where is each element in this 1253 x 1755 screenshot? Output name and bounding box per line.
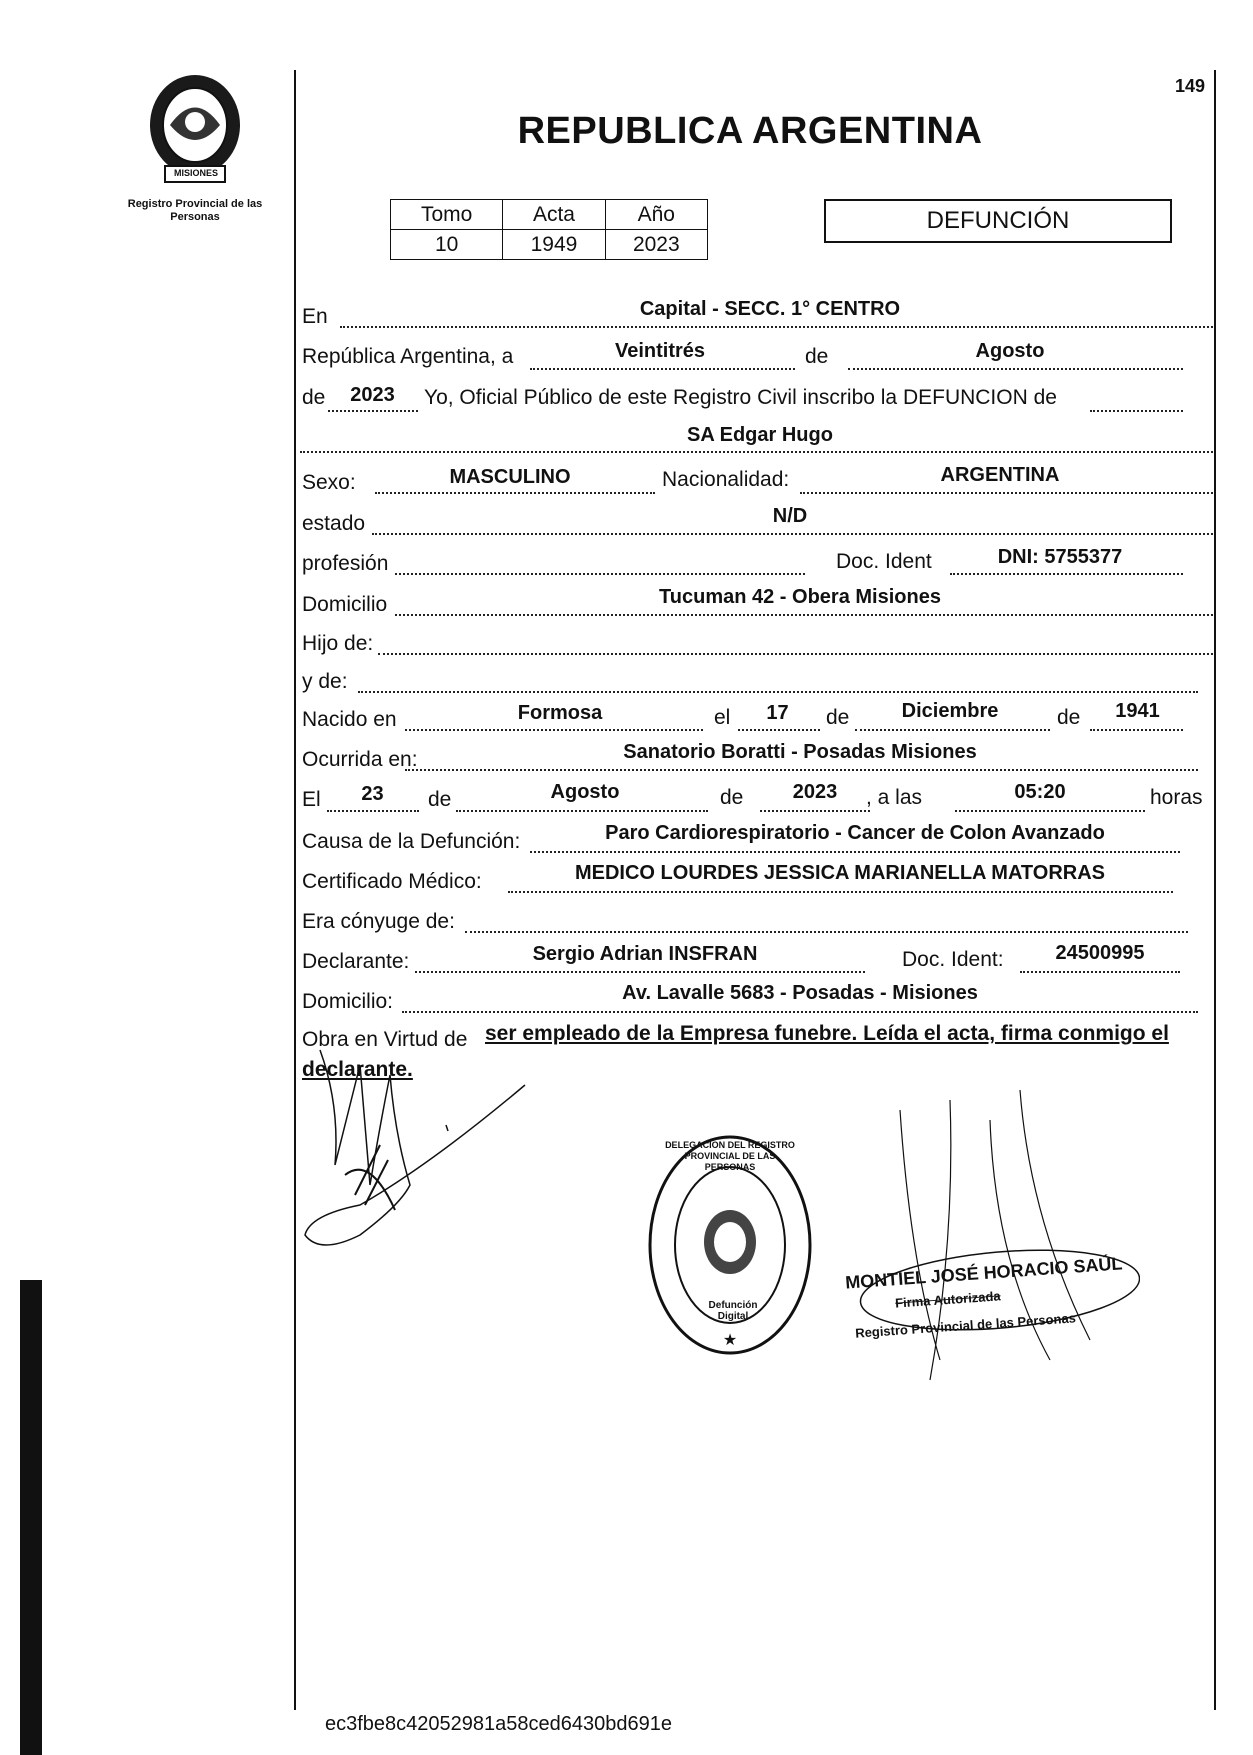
decl-dom-line xyxy=(402,1011,1198,1013)
cert-label: Certificado Médico: xyxy=(302,870,482,893)
year-line xyxy=(328,410,418,412)
yde-line xyxy=(358,691,1198,693)
death-year: 2023 xyxy=(792,781,838,803)
birth-day-line xyxy=(738,729,820,731)
page-number: 149 xyxy=(1175,76,1206,96)
stamp-ring-text: DELEGACION DEL REGISTRO PROVINCIAL DE LAS PERSONAS xyxy=(665,1140,795,1172)
causa-line xyxy=(530,851,1180,853)
hijo-line xyxy=(378,653,1213,655)
estado-label: estado xyxy=(302,512,366,535)
table-cell: 2023 xyxy=(605,230,707,260)
month-value: Agosto xyxy=(975,340,1045,362)
declarante-value: Sergio Adrian INSFRAN xyxy=(532,943,758,965)
birth-day: 17 xyxy=(766,702,789,724)
document-hash: ec3fbe8c42052981a58ced6430bd691e xyxy=(325,1713,673,1735)
officer-line xyxy=(1090,410,1183,412)
yde-label: y de: xyxy=(302,670,348,693)
seal-ribbon-text: MISIONES xyxy=(173,168,218,178)
en-line xyxy=(340,326,1213,328)
decl-dom-value: Av. Lavalle 5683 - Posadas - Misiones xyxy=(622,982,978,1004)
stamp-inner-text: Defunción Digital xyxy=(708,1300,758,1322)
conyuge-label: Era cónyuge de: xyxy=(302,910,455,933)
birth-de1: de xyxy=(826,706,850,729)
nacido-line xyxy=(405,729,703,731)
table-header: Tomo xyxy=(391,200,503,230)
death-day: 23 xyxy=(361,783,384,805)
profesion-label: profesión xyxy=(302,552,389,575)
death-el-label: El xyxy=(302,788,321,811)
decl-dom-label: Domicilio: xyxy=(302,990,394,1013)
death-time-line xyxy=(955,810,1145,812)
cert-line xyxy=(508,891,1173,893)
record-type-box: DEFUNCIÓN xyxy=(824,199,1172,243)
right-margin-rule xyxy=(1214,70,1216,1710)
en-label: En xyxy=(302,305,328,328)
table-header: Año xyxy=(605,200,707,230)
declarante-line xyxy=(415,971,865,973)
obra-value-1: ser empleado de la Empresa funebre. Leída el acta, firma conmigo el xyxy=(485,1022,1169,1045)
declarante-label: Declarante: xyxy=(302,950,410,973)
rep-label: República Argentina, a xyxy=(302,345,514,368)
domicilio-label: Domicilio xyxy=(302,593,388,616)
day-line xyxy=(530,368,795,370)
month-line xyxy=(848,368,1183,370)
death-day-line xyxy=(327,810,419,812)
doc-label: Doc. Ident xyxy=(836,550,932,573)
birth-el-label: el xyxy=(714,706,731,729)
table-cell: 10 xyxy=(391,230,503,260)
nacionalidad-line xyxy=(800,492,1213,494)
nacido-value: Formosa xyxy=(517,702,603,724)
ocurrida-label: Ocurrida en: xyxy=(302,748,418,771)
domicilio-line xyxy=(395,614,1213,616)
ocurrida-line xyxy=(405,769,1198,771)
nacido-label: Nacido en xyxy=(302,708,397,731)
doc-line xyxy=(950,573,1183,575)
official-name: MONTIEL JOSÉ HORACIO SAÚL xyxy=(844,1253,1124,1293)
obra-value-2: declarante. xyxy=(302,1058,413,1081)
year-prefix: de xyxy=(302,386,326,409)
birth-month: Diciembre xyxy=(901,700,999,722)
year-value: 2023 xyxy=(350,384,395,406)
officer-text: Yo, Oficial Público de este Registro Civil inscribo la DEFUNCION de xyxy=(424,386,1057,409)
decl-doc-label: Doc. Ident: xyxy=(902,948,1004,971)
de-label-1: de xyxy=(805,345,829,368)
cert-value: MEDICO LOURDES JESSICA MARIANELLA MATORRAS xyxy=(574,862,1106,884)
hijo-label: Hijo de: xyxy=(302,632,374,655)
official-role: Firma Autorizada xyxy=(894,1288,1002,1311)
birth-year-line xyxy=(1090,729,1183,731)
obra-label: Obra en Virtud de xyxy=(302,1028,468,1051)
death-time: 05:20 xyxy=(1014,781,1066,803)
registry-caption: Registro Provincial de las Personas xyxy=(127,198,263,223)
nacionalidad-value: ARGENTINA xyxy=(940,464,1060,486)
official-signature xyxy=(780,1060,1140,1400)
estado-value: N/D xyxy=(772,505,808,527)
name-line xyxy=(300,451,1213,453)
official-org: Registro Provincial de las Personas xyxy=(854,1310,1077,1341)
table-cell: 1949 xyxy=(503,230,605,260)
causa-label: Causa de la Defunción: xyxy=(302,830,521,853)
birth-month-line xyxy=(855,729,1050,731)
day-value: Veintitrés xyxy=(614,340,706,362)
death-de1: de xyxy=(428,788,452,811)
decl-doc-line xyxy=(1020,971,1180,973)
causa-value: Paro Cardiorespiratorio - Cancer de Colon Avanzado xyxy=(605,822,1105,844)
horas-label: horas xyxy=(1150,786,1203,809)
en-value: Capital - SECC. 1° CENTRO xyxy=(639,298,901,320)
profesion-line xyxy=(395,573,805,575)
domicilio-value: Tucuman 42 - Obera Misiones xyxy=(659,586,941,608)
declarant-signature xyxy=(300,1045,540,1255)
left-edge-bar xyxy=(20,1280,42,1755)
birth-de2: de xyxy=(1057,706,1081,729)
record-index-table xyxy=(390,199,708,260)
table-header: Acta xyxy=(503,200,605,230)
country-title: REPUBLICA ARGENTINA xyxy=(517,110,983,152)
death-year-line xyxy=(760,810,870,812)
estado-line xyxy=(372,533,1213,535)
deceased-name: SA Edgar Hugo xyxy=(687,424,833,446)
death-de2: de xyxy=(720,786,744,809)
decl-doc-value: 24500995 xyxy=(1055,942,1145,964)
sexo-label: Sexo: xyxy=(302,471,356,494)
nacionalidad-label: Nacionalidad: xyxy=(662,468,790,491)
death-month-line xyxy=(456,810,708,812)
sexo-line xyxy=(375,492,655,494)
ocurrida-value: Sanatorio Boratti - Posadas Misiones xyxy=(623,741,977,763)
left-margin-rule xyxy=(294,70,296,1710)
sexo-value: MASCULINO xyxy=(449,466,571,488)
svg-text:★: ★ xyxy=(722,1332,738,1349)
alas-label: , a las xyxy=(866,786,923,809)
conyuge-line xyxy=(465,931,1188,933)
birth-year: 1941 xyxy=(1115,700,1160,722)
death-month: Agosto xyxy=(550,781,620,803)
doc-value: DNI: 5755377 xyxy=(997,546,1123,568)
